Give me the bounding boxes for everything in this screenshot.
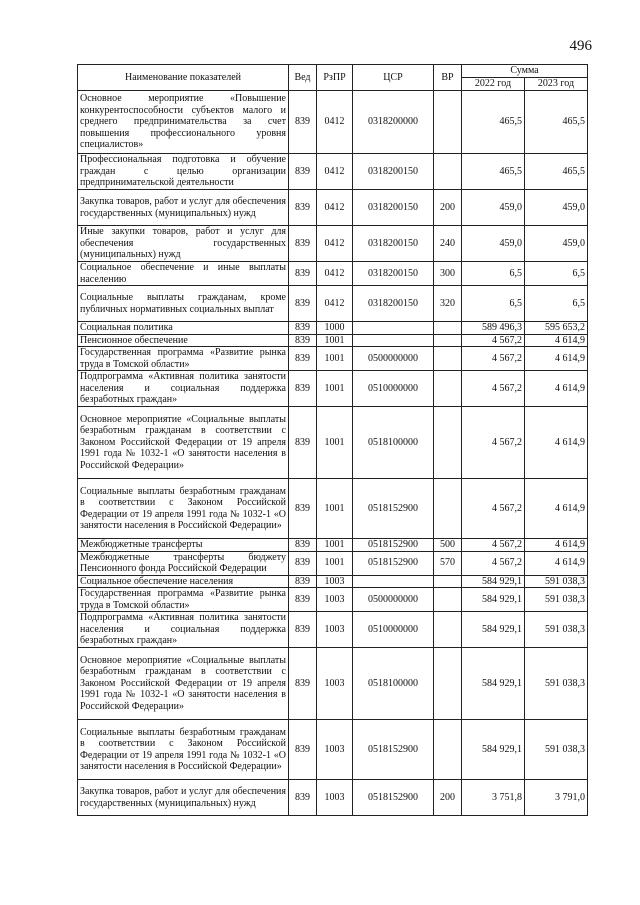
cell-rzpr: 0412 [317, 91, 353, 154]
cell-rzpr: 1001 [317, 551, 353, 575]
table-row [78, 407, 588, 479]
cell-2023: 4 614,9 [525, 334, 588, 347]
cell-csr: 0518100000 [353, 648, 434, 720]
cell-vr [434, 648, 462, 720]
cell-name: Социальные выплаты безработным гражданам в соответствии с Законом Российской Федерации от 19 апреля 1991 года № 1032-1 «О занятости населения в Российской Федерации» [78, 720, 289, 780]
cell-2022: 584 929,1 [462, 588, 525, 612]
cell-ved: 839 [289, 190, 317, 226]
cell-2023: 459,0 [525, 226, 588, 262]
cell-csr: 0500000000 [353, 588, 434, 612]
cell-2023: 591 038,3 [525, 648, 588, 720]
cell-2023: 595 653,2 [525, 322, 588, 335]
cell-ved: 839 [289, 612, 317, 648]
cell-ved: 839 [289, 479, 317, 539]
cell-vr [434, 575, 462, 588]
cell-2022: 584 929,1 [462, 575, 525, 588]
cell-name: Межбюджетные трансферты [78, 539, 289, 552]
cell-name: Государственная программа «Развитие рынка труда в Томской области» [78, 347, 289, 371]
cell-ved: 839 [289, 720, 317, 780]
cell-2022: 465,5 [462, 91, 525, 154]
cell-2022: 584 929,1 [462, 720, 525, 780]
cell-2023: 6,5 [525, 262, 588, 286]
header-rzpr: РзПР [317, 65, 353, 91]
table-row [78, 479, 588, 539]
cell-name: Пенсионное обеспечение [78, 334, 289, 347]
cell-vr: 200 [434, 780, 462, 816]
header-ved: Вед [289, 65, 317, 91]
cell-2022: 4 567,2 [462, 551, 525, 575]
cell-name: Профессиональная подготовка и обучение граждан с целью организации предпринимательской деятельности [78, 154, 289, 190]
table-row [78, 612, 588, 648]
cell-vr [434, 720, 462, 780]
cell-csr [353, 575, 434, 588]
cell-2022: 4 567,2 [462, 407, 525, 479]
cell-rzpr: 1003 [317, 720, 353, 780]
cell-rzpr: 0412 [317, 154, 353, 190]
cell-name: Социальные выплаты гражданам, кроме публичных нормативных социальных выплат [78, 286, 289, 322]
cell-2023: 4 614,9 [525, 347, 588, 371]
cell-2023: 6,5 [525, 286, 588, 322]
table-row [78, 539, 588, 552]
cell-vr [434, 91, 462, 154]
cell-2023: 591 038,3 [525, 720, 588, 780]
cell-rzpr: 1003 [317, 575, 353, 588]
cell-csr: 0500000000 [353, 347, 434, 371]
cell-ved: 839 [289, 551, 317, 575]
cell-rzpr: 1000 [317, 322, 353, 335]
table-row [78, 334, 588, 347]
header-sum: Сумма [462, 65, 588, 78]
cell-rzpr: 1001 [317, 347, 353, 371]
cell-vr [434, 334, 462, 347]
cell-name: Социальная политика [78, 322, 289, 335]
cell-2022: 3 751,8 [462, 780, 525, 816]
cell-rzpr: 1003 [317, 588, 353, 612]
cell-rzpr: 1001 [317, 334, 353, 347]
cell-2023: 4 614,9 [525, 539, 588, 552]
cell-vr: 300 [434, 262, 462, 286]
page-number: 496 [569, 38, 592, 54]
cell-name: Закупка товаров, работ и услуг для обеспечения государственных (муниципальных) нужд [78, 780, 289, 816]
cell-name: Основное мероприятие «Повышение конкурентоспособности субъектов малого и среднего предпринимательства за счет повышения профессионального уровня специалистов» [78, 91, 289, 154]
cell-2022: 4 567,2 [462, 539, 525, 552]
cell-2022: 4 567,2 [462, 347, 525, 371]
cell-csr: 0518152900 [353, 479, 434, 539]
header-vr: ВР [434, 65, 462, 91]
table-row [78, 551, 588, 575]
cell-2023: 4 614,9 [525, 479, 588, 539]
cell-csr [353, 334, 434, 347]
cell-ved: 839 [289, 334, 317, 347]
cell-name: Иные закупки товаров, работ и услуг для обеспечения государственных (муниципальных) нужд [78, 226, 289, 262]
cell-ved: 839 [289, 154, 317, 190]
cell-csr: 0318200150 [353, 286, 434, 322]
cell-vr [434, 154, 462, 190]
cell-name: Социальные выплаты безработным гражданам в соответствии с Законом Российской Федерации от 19 апреля 1991 года № 1032-1 «О занятости населения в Российской Федерации» [78, 479, 289, 539]
table-row [78, 262, 588, 286]
cell-name: Закупка товаров, работ и услуг для обеспечения государственных (муниципальных) нужд [78, 190, 289, 226]
cell-vr [434, 479, 462, 539]
cell-csr [353, 322, 434, 335]
cell-rzpr: 1001 [317, 479, 353, 539]
table-header [78, 65, 588, 91]
cell-name: Социальное обеспечение и иные выплаты населению [78, 262, 289, 286]
cell-2023: 465,5 [525, 91, 588, 154]
table-row [78, 226, 588, 262]
cell-2022: 6,5 [462, 262, 525, 286]
cell-2022: 584 929,1 [462, 612, 525, 648]
table-row [78, 190, 588, 226]
cell-ved: 839 [289, 648, 317, 720]
table-row [78, 648, 588, 720]
cell-2022: 584 929,1 [462, 648, 525, 720]
cell-csr: 0518152900 [353, 780, 434, 816]
table-row [78, 780, 588, 816]
cell-ved: 839 [289, 286, 317, 322]
cell-2023: 3 791,0 [525, 780, 588, 816]
cell-2023: 4 614,9 [525, 371, 588, 407]
cell-vr [434, 371, 462, 407]
cell-name: Подпрограмма «Активная политика занятости населения и социальная поддержка безработных граждан» [78, 371, 289, 407]
header-2022: 2022 год [462, 78, 525, 91]
cell-name: Межбюджетные трансферты бюджету Пенсионного фонда Российской Федерации [78, 551, 289, 575]
cell-csr: 0518152900 [353, 720, 434, 780]
cell-name: Государственная программа «Развитие рынка труда в Томской области» [78, 588, 289, 612]
cell-csr: 0510000000 [353, 371, 434, 407]
cell-2022: 4 567,2 [462, 371, 525, 407]
cell-csr: 0518100000 [353, 407, 434, 479]
cell-ved: 839 [289, 371, 317, 407]
cell-ved: 839 [289, 539, 317, 552]
cell-rzpr: 1003 [317, 612, 353, 648]
cell-2022: 459,0 [462, 226, 525, 262]
cell-csr: 0318200000 [353, 91, 434, 154]
cell-2023: 591 038,3 [525, 575, 588, 588]
header-2023: 2023 год [525, 78, 588, 91]
header-csr: ЦСР [353, 65, 434, 91]
cell-2022: 459,0 [462, 190, 525, 226]
table-row [78, 286, 588, 322]
table-row [78, 371, 588, 407]
table-row [78, 347, 588, 371]
cell-csr: 0318200150 [353, 154, 434, 190]
table-row [78, 575, 588, 588]
cell-2022: 4 567,2 [462, 479, 525, 539]
cell-name: Основное мероприятие «Социальные выплаты безработным гражданам в соответствии с Законом Российской Федерации от 19 апреля 1991 года № 1032-1 «О занятости населения в Российской Федерации» [78, 407, 289, 479]
cell-2023: 459,0 [525, 190, 588, 226]
table-row [78, 720, 588, 780]
cell-rzpr: 0412 [317, 262, 353, 286]
cell-vr: 500 [434, 539, 462, 552]
cell-ved: 839 [289, 91, 317, 154]
cell-csr: 0318200150 [353, 262, 434, 286]
cell-rzpr: 1001 [317, 539, 353, 552]
cell-2022: 589 496,3 [462, 322, 525, 335]
cell-name: Основное мероприятие «Социальные выплаты безработным гражданам в соответствии с Законом Российской Федерации от 19 апреля 1991 года № 1032-1 «О занятости населения в Российской Федерации» [78, 648, 289, 720]
cell-2022: 6,5 [462, 286, 525, 322]
cell-ved: 839 [289, 262, 317, 286]
cell-name: Социальное обеспечение населения [78, 575, 289, 588]
cell-vr: 320 [434, 286, 462, 322]
cell-rzpr: 0412 [317, 190, 353, 226]
cell-rzpr: 0412 [317, 226, 353, 262]
cell-csr: 0510000000 [353, 612, 434, 648]
cell-csr: 0518152900 [353, 539, 434, 552]
cell-ved: 839 [289, 347, 317, 371]
table-row [78, 154, 588, 190]
cell-ved: 839 [289, 226, 317, 262]
cell-vr: 200 [434, 190, 462, 226]
cell-2023: 4 614,9 [525, 407, 588, 479]
cell-csr: 0318200150 [353, 190, 434, 226]
cell-vr: 570 [434, 551, 462, 575]
cell-2023: 591 038,3 [525, 588, 588, 612]
cell-rzpr: 1003 [317, 780, 353, 816]
cell-ved: 839 [289, 322, 317, 335]
cell-csr: 0518152900 [353, 551, 434, 575]
cell-vr [434, 407, 462, 479]
table-row [78, 588, 588, 612]
budget-table [77, 64, 588, 816]
cell-2022: 465,5 [462, 154, 525, 190]
cell-vr [434, 322, 462, 335]
cell-vr: 240 [434, 226, 462, 262]
cell-name: Подпрограмма «Активная политика занятости населения и социальная поддержка безработных граждан» [78, 612, 289, 648]
cell-2023: 591 038,3 [525, 612, 588, 648]
cell-ved: 839 [289, 588, 317, 612]
cell-2023: 4 614,9 [525, 551, 588, 575]
cell-ved: 839 [289, 780, 317, 816]
cell-vr [434, 347, 462, 371]
cell-rzpr: 1001 [317, 371, 353, 407]
cell-ved: 839 [289, 575, 317, 588]
header-name: Наименование показателей [78, 65, 289, 91]
cell-rzpr: 0412 [317, 286, 353, 322]
cell-rzpr: 1001 [317, 407, 353, 479]
cell-csr: 0318200150 [353, 226, 434, 262]
table-row [78, 322, 588, 335]
cell-2022: 4 567,2 [462, 334, 525, 347]
cell-2023: 465,5 [525, 154, 588, 190]
table-body [78, 91, 588, 816]
cell-rzpr: 1003 [317, 648, 353, 720]
table-row [78, 91, 588, 154]
cell-vr [434, 612, 462, 648]
cell-ved: 839 [289, 407, 317, 479]
cell-vr [434, 588, 462, 612]
